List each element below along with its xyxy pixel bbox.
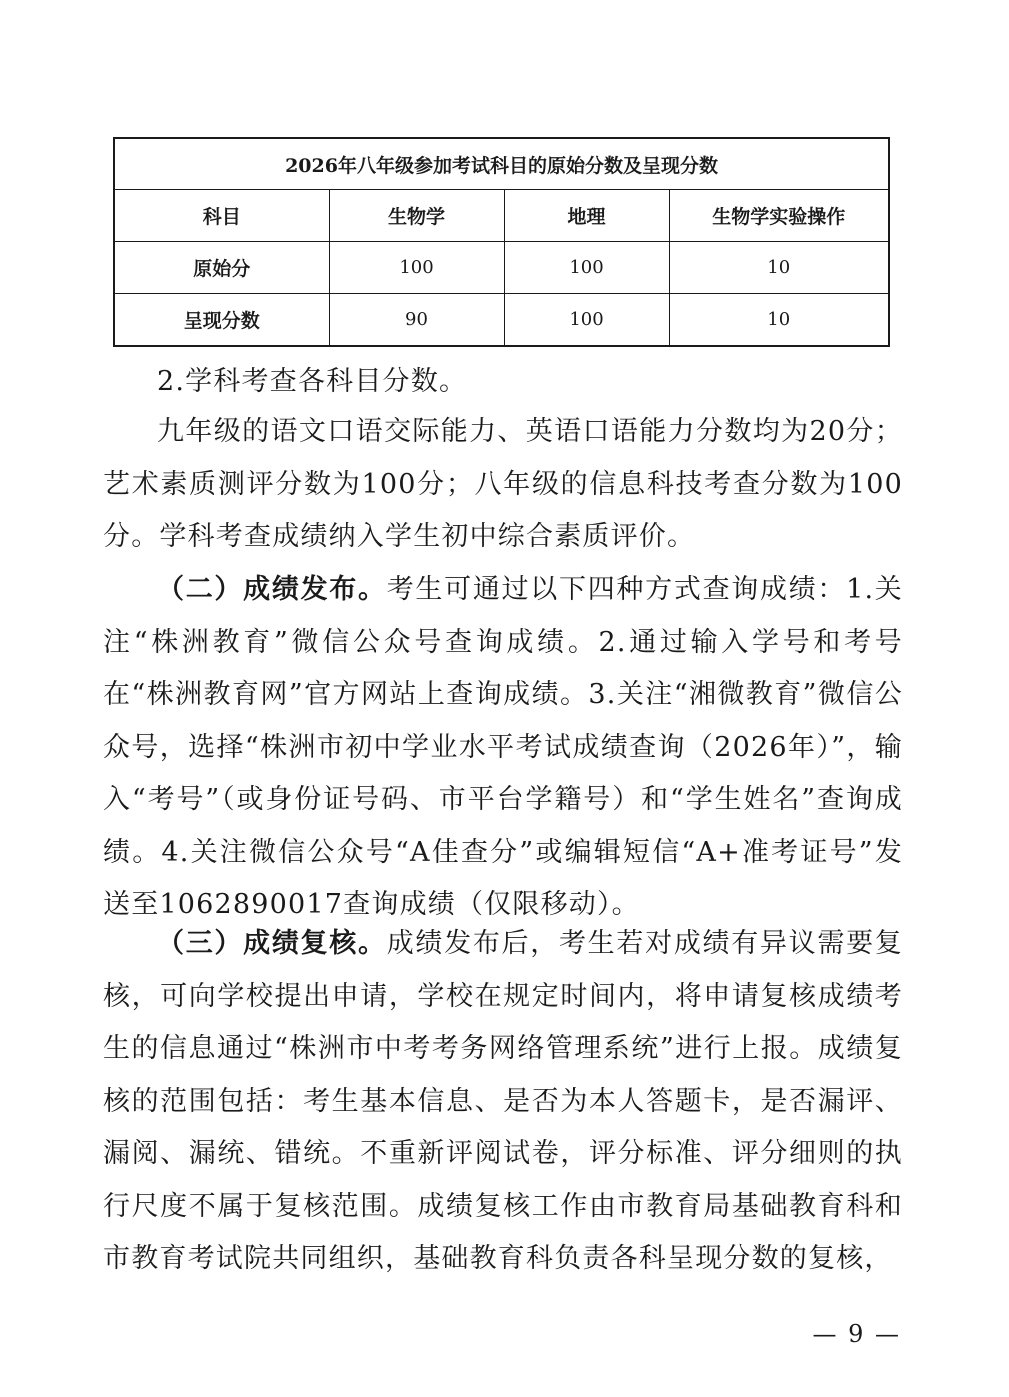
section2-body: 九年级的语文口语交际能力、英语口语能力分数均为20分；艺术素质测评分数为100分；八年级的信息科技考查分数为100分。学科考查成绩纳入学生初中综合素质评价。	[103, 416, 903, 552]
review-heading: （三）成绩复核。	[157, 928, 387, 959]
table-cell: 100	[504, 294, 669, 347]
table-header-cell: 地理	[504, 190, 669, 242]
table-row	[114, 242, 889, 294]
page-number: — 9 —	[812, 1320, 901, 1348]
review-body: 成绩发布后，考生若对成绩有异议需要复核，可向学校提出申请，学校在规定时间内，将申请复核成绩考生的信息通过“株洲市中考考务网络管理系统”进行上报。成绩复核的范围包括：考生基本信息、是否为本人答题卡，是否漏评、漏阅、漏统、错统。不重新评阅试卷，评分标准、评分细则的执行尺度不属于复核范围。成绩复核工作由市教育局基础教育科和市教育考试院共同组织，基础教育科负责各科呈现分数的复核，	[103, 928, 903, 1274]
section2-heading: 2.学科考查各科目分数。	[157, 366, 468, 397]
table-cell: 100	[329, 242, 504, 294]
row-label: 呈现分数	[114, 294, 329, 347]
table-cell: 100	[504, 242, 669, 294]
table-row	[114, 294, 889, 347]
row-label: 原始分	[114, 242, 329, 294]
table-cell: 90	[329, 294, 504, 347]
score-table	[113, 137, 890, 347]
table-header-cell: 科目	[114, 190, 329, 242]
table-header-cell: 生物学	[329, 190, 504, 242]
table-header-cell: 生物学实验操作	[669, 190, 889, 242]
table-title: 2026年八年级参加考试科目的原始分数及呈现分数	[114, 138, 889, 190]
table-header-row	[114, 190, 889, 242]
release-body: 考生可通过以下四种方式查询成绩：1.关注“株洲教育”微信公众号查询成绩。2.通过输入学号和考号在“株洲教育网”官方网站上查询成绩。3.关注“湘微教育”微信公众号，选择“株洲市初中学业水平考试成绩查询（2026年）”，输入“考号”（或身份证号码、市平台学籍号）和“学生姓名”查询成绩。4.关注微信公众号“A佳查分”或编辑短信“A+准考证号”发送至1062890017查询成绩（仅限移动）。	[103, 574, 904, 920]
review-paragraph	[103, 918, 903, 1286]
table-cell: 10	[669, 294, 889, 347]
table-cell: 10	[669, 242, 889, 294]
release-paragraph	[103, 564, 903, 932]
release-heading: （二）成绩发布。	[157, 574, 387, 605]
